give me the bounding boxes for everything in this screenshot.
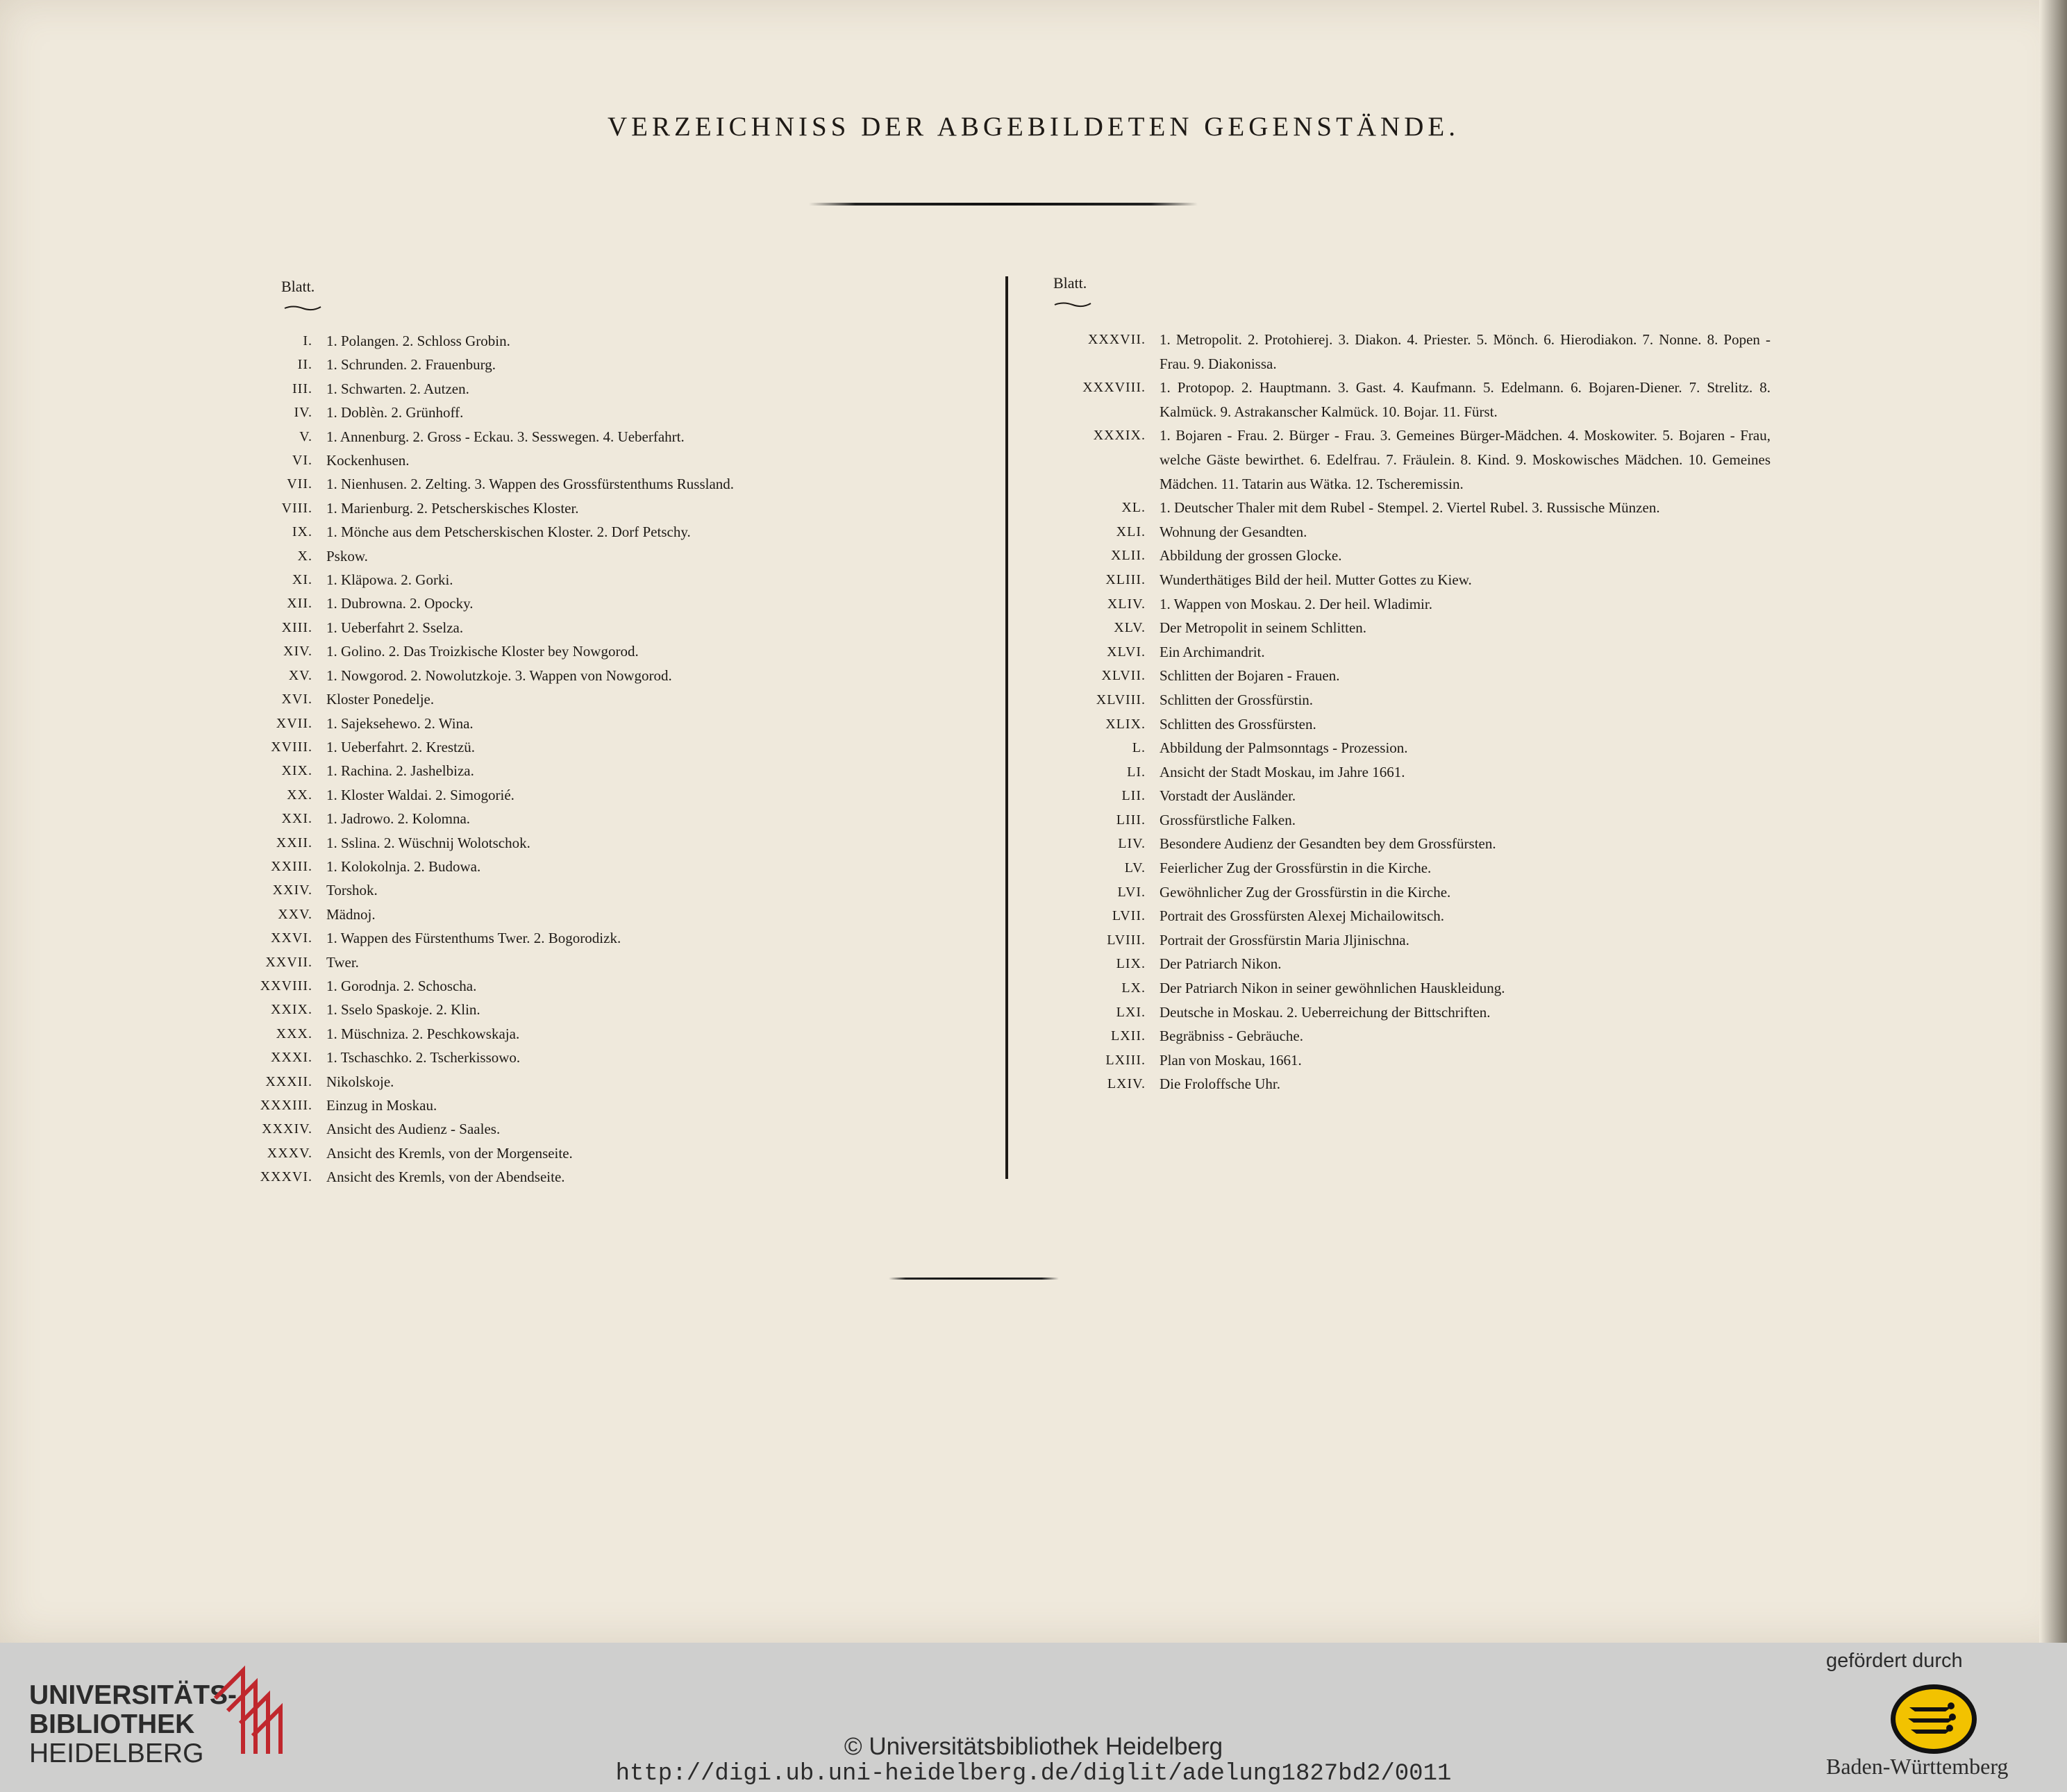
plate-description: 1. Mönche aus dem Petscherskischen Kloster. 2. Dorf Petschy.	[326, 524, 691, 541]
plate-description: Ansicht des Audienz - Saales.	[326, 1121, 501, 1138]
plate-number: XXVII.	[265, 954, 312, 970]
right-column-list	[1035, 328, 1771, 1096]
list-item	[208, 472, 986, 496]
plate-number: XV.	[288, 667, 312, 683]
list-item	[208, 544, 986, 568]
plate-number: XXXIX.	[1093, 428, 1146, 444]
plate-description: 1. Doblèn. 2. Grünhoff.	[326, 404, 464, 421]
plate-number: LX.	[1121, 980, 1146, 996]
sponsor-name: Baden-Württemberg	[1826, 1754, 2009, 1779]
list-item	[208, 855, 986, 878]
plate-number: LIII.	[1116, 812, 1146, 828]
list-item	[1035, 976, 1771, 1000]
list-item	[208, 592, 986, 615]
list-item	[1035, 1072, 1771, 1096]
plate-number: XLVIII.	[1096, 692, 1146, 707]
plate-description: Begräbniss - Gebräuche.	[1160, 1028, 1304, 1045]
plate-description: Schlitten der Bojaren - Frauen.	[1160, 667, 1340, 685]
plate-number: LVIII.	[1107, 932, 1146, 948]
plate-description: 1. Ueberfahrt 2. Sselza.	[326, 619, 464, 636]
plate-description: Schlitten der Grossfürstin.	[1160, 691, 1314, 708]
list-item	[208, 735, 986, 759]
plate-description: Einzug in Moskau.	[326, 1097, 437, 1114]
plate-description: Plan von Moskau, 1661.	[1160, 1051, 1302, 1069]
list-item	[208, 329, 986, 353]
sponsor-label: gefördert durch	[1826, 1650, 1963, 1672]
plate-number: XIII.	[281, 619, 312, 635]
plate-number: L.	[1132, 740, 1146, 756]
plate-description: Wunderthätiges Bild der heil. Mutter Gottes zu Kiew.	[1160, 571, 1472, 588]
plate-description: 1. Metropolit. 2. Protohierej. 3. Diakon. 4. Priester. 5. Mönch. 6. Hierodiakon. 7. Nonne. 8. Popen - Frau. 9. Diakonissa.	[1160, 331, 1771, 372]
plate-number: LXIV.	[1107, 1076, 1146, 1092]
plate-description: Ansicht des Kremls, von der Abendseite.	[326, 1169, 565, 1186]
left-header-swash-icon	[283, 304, 322, 311]
right-column-header: Blatt.	[1053, 274, 1087, 292]
plate-description: Vorstadt der Ausländer.	[1160, 787, 1296, 805]
page-edge-shadow	[2039, 0, 2067, 1643]
plate-number: III.	[292, 380, 312, 396]
list-item	[208, 1046, 986, 1069]
plate-number: XXXVIII.	[1082, 380, 1146, 396]
plate-number: LVII.	[1112, 908, 1146, 924]
list-item	[1035, 952, 1771, 976]
list-item	[208, 353, 986, 376]
right-header-swash-icon	[1053, 301, 1092, 308]
list-item	[1035, 1024, 1771, 1048]
list-item	[208, 831, 986, 855]
list-item	[208, 687, 986, 711]
plate-number: XX.	[287, 787, 312, 803]
list-item	[1035, 544, 1771, 568]
list-item	[208, 1022, 986, 1046]
copyright-text: © Universitätsbibliothek Heidelberg	[844, 1733, 1223, 1760]
list-item	[208, 1141, 986, 1165]
plate-description: 1. Dubrowna. 2. Opocky.	[326, 595, 474, 612]
plate-number: LXIII.	[1105, 1052, 1146, 1068]
plate-description: Feierlicher Zug der Grossfürstin in die Kirche.	[1160, 860, 1432, 877]
plate-number: XLIX.	[1105, 716, 1146, 732]
plate-description: 1. Schrunden. 2. Frauenburg.	[326, 356, 496, 374]
bottom-rule	[889, 1278, 1059, 1280]
plate-number: XII.	[287, 596, 312, 612]
plate-description: Twer.	[326, 953, 359, 971]
plate-description: 1. Jadrowo. 2. Kolomna.	[326, 810, 471, 828]
plate-description: Wohnung der Gesandten.	[1160, 523, 1307, 540]
plate-description: 1. Müschniza. 2. Peschkowskaja.	[326, 1025, 520, 1042]
list-item	[1035, 688, 1771, 712]
list-item	[1035, 904, 1771, 928]
list-item	[1035, 760, 1771, 785]
plate-number: XL.	[1121, 500, 1146, 516]
plate-number: XLIV.	[1107, 596, 1146, 612]
list-item	[1035, 640, 1771, 664]
list-item	[208, 520, 986, 544]
baden-wuerttemberg-lions-icon[interactable]	[1889, 1681, 1979, 1757]
list-item	[208, 401, 986, 424]
library-name-line1: UNIVERSITÄTS-	[29, 1680, 237, 1710]
plate-number: XIV.	[283, 644, 312, 660]
plate-number: XXXVII.	[1087, 332, 1146, 347]
plate-description: Der Patriarch Nikon.	[1160, 955, 1282, 973]
library-name-line3: HEIDELBERG	[29, 1739, 204, 1768]
plate-description: Abbildung der Palmsonntags - Prozession.	[1160, 739, 1408, 757]
list-item	[208, 712, 986, 735]
list-item	[208, 1070, 986, 1094]
plate-number: XLI.	[1116, 524, 1146, 539]
plate-description: 1. Kläpowa. 2. Gorki.	[326, 571, 453, 589]
plate-description: 1. Sajeksehewo. 2. Wina.	[326, 714, 474, 732]
permalink-url[interactable]: http://digi.ub.uni-heidelberg.de/diglit/adelung1827bd2/0011	[615, 1761, 1452, 1787]
list-item	[208, 951, 986, 974]
plate-description: Ein Archimandrit.	[1160, 643, 1265, 660]
plate-description: Der Metropolit in seinem Schlitten.	[1160, 619, 1367, 637]
plate-description: Pskow.	[326, 547, 368, 564]
list-item	[208, 974, 986, 998]
list-item	[208, 926, 986, 950]
plate-number: XXIX.	[271, 1002, 312, 1018]
plate-number: LXI.	[1116, 1004, 1146, 1020]
plate-description: Nikolskoje.	[326, 1073, 394, 1090]
plate-number: V.	[299, 428, 312, 444]
plate-description: 1. Protopop. 2. Hauptmann. 3. Gast. 4. Kaufmann. 5. Edelmann. 6. Bojaren-Diener. 7. Strelitz. 8. Kalmück. 9. Astrakanscher Kalmück. 10. Bojar. 11. Fürst.	[1160, 379, 1771, 420]
plate-description: Ansicht des Kremls, von der Morgenseite.	[326, 1144, 573, 1162]
plate-number: I.	[303, 333, 312, 349]
plate-number: VII.	[287, 476, 312, 492]
plate-description: 1. Marienburg. 2. Petscherskisches Kloster.	[326, 499, 579, 517]
list-item	[208, 759, 986, 782]
list-item	[208, 878, 986, 902]
plate-number: LV.	[1124, 860, 1146, 876]
plate-description: 1. Nowgorod. 2. Nowolutzkoje. 3. Wappen von Nowgorod.	[326, 667, 672, 684]
plate-description: Deutsche in Moskau. 2. Ueberreichung der Bittschriften.	[1160, 1003, 1491, 1021]
plate-number: LIV.	[1118, 836, 1146, 852]
plate-description: 1. Kolokolnja. 2. Budowa.	[326, 857, 481, 875]
list-item	[1035, 568, 1771, 592]
plate-description: Torshok.	[326, 882, 378, 899]
plate-number: IV.	[294, 405, 312, 421]
plate-number: XXX.	[276, 1025, 312, 1041]
plate-number: LXII.	[1111, 1028, 1146, 1044]
plate-number: X.	[297, 548, 312, 564]
plate-description: 1. Golino. 2. Das Troizkische Kloster bey Nowgorod.	[326, 643, 639, 660]
plate-description: 1. Wappen des Fürstenthums Twer. 2. Bogorodizk.	[326, 930, 621, 947]
plate-number: VI.	[292, 453, 312, 469]
plate-number: XXXVI.	[260, 1169, 312, 1185]
plate-description: Kockenhusen.	[326, 452, 410, 469]
plate-number: LII.	[1121, 788, 1146, 804]
plate-number: XIX.	[281, 763, 312, 779]
plate-number: XXI.	[281, 811, 312, 827]
list-item	[1035, 1048, 1771, 1073]
plate-number: XLVII.	[1101, 668, 1146, 684]
plate-description: Die Froloffsche Uhr.	[1160, 1075, 1280, 1093]
list-item	[208, 425, 986, 449]
list-item	[1035, 712, 1771, 737]
list-item	[1035, 376, 1771, 424]
plate-number: XVI.	[281, 692, 312, 707]
plate-number: XXV.	[278, 906, 312, 922]
plate-number: XI.	[292, 572, 312, 588]
plate-number: XXIV.	[272, 882, 312, 898]
plate-number: XXXIV.	[262, 1121, 312, 1137]
plate-number: XLV.	[1114, 620, 1146, 636]
list-item	[208, 998, 986, 1021]
plate-number: XLIII.	[1105, 571, 1146, 587]
plate-description: Portrait der Grossfürstin Maria Jljinischna.	[1160, 931, 1409, 948]
plate-number: XXVI.	[271, 930, 312, 946]
list-item	[208, 1094, 986, 1117]
plate-number: XXXV.	[267, 1145, 312, 1161]
plate-description: 1. Polangen. 2. Schloss Grobin.	[326, 333, 510, 349]
list-item	[1035, 424, 1771, 496]
list-item	[1035, 928, 1771, 953]
list-item	[1035, 328, 1771, 376]
plate-number: XXXI.	[271, 1050, 312, 1066]
list-item	[1035, 784, 1771, 808]
plate-description: 1. Wappen von Moskau. 2. Der heil. Wladimir.	[1160, 595, 1432, 612]
plate-number: XVIII.	[271, 739, 312, 755]
plate-description: 1. Rachina. 2. Jashelbiza.	[326, 762, 474, 780]
list-item	[208, 783, 986, 807]
list-item	[1035, 664, 1771, 688]
plate-number: XLII.	[1111, 548, 1146, 564]
list-item	[208, 1165, 986, 1189]
plate-description: 1. Sselo Spaskoje. 2. Klin.	[326, 1001, 480, 1019]
list-item	[208, 639, 986, 663]
column-divider	[1005, 276, 1008, 1179]
plate-description: 1. Deutscher Thaler mit dem Rubel - Stempel. 2. Viertel Rubel. 3. Russische Münzen.	[1160, 499, 1660, 517]
left-column-header: Blatt.	[281, 278, 315, 295]
plate-number: XXXIII.	[260, 1098, 312, 1113]
plate-number: IX.	[292, 524, 312, 540]
list-item	[1035, 808, 1771, 832]
list-item	[208, 449, 986, 472]
footer	[0, 1643, 2067, 1792]
list-item	[1035, 880, 1771, 905]
plate-description: 1. Annenburg. 2. Gross - Eckau. 3. Sesswegen. 4. Ueberfahrt.	[326, 428, 685, 445]
list-item	[208, 568, 986, 592]
plate-description: Der Patriarch Nikon in seiner gewöhnlichen Hauskleidung.	[1160, 980, 1505, 997]
plate-description: Mädnoj.	[326, 905, 376, 923]
list-item	[1035, 1000, 1771, 1025]
plate-number: XXII.	[276, 835, 312, 851]
plate-number: LVI.	[1117, 884, 1146, 900]
library-name-line2: BIBLIOTHEK	[29, 1709, 195, 1739]
list-item	[208, 1117, 986, 1141]
list-item	[208, 807, 986, 830]
plate-description: Grossfürstliche Falken.	[1160, 811, 1296, 828]
list-item	[1035, 736, 1771, 760]
plate-description: Besondere Audienz der Gesandten bey dem Grossfürsten.	[1160, 835, 1496, 853]
left-column-list	[208, 329, 986, 1189]
plate-number: XXIII.	[271, 858, 312, 874]
plate-number: LI.	[1127, 764, 1146, 780]
list-item	[1035, 592, 1771, 617]
list-item	[208, 496, 986, 520]
list-item	[208, 377, 986, 401]
plate-description: 1. Gorodnja. 2. Schoscha.	[326, 977, 477, 994]
list-item	[1035, 496, 1771, 520]
list-item	[1035, 520, 1771, 544]
plate-number: II.	[297, 357, 312, 373]
plate-number: XLVI.	[1107, 644, 1146, 660]
plate-description: Kloster Ponedelje.	[326, 691, 435, 708]
plate-description: 1. Sslina. 2. Wüschnij Wolotschok.	[326, 834, 530, 851]
plate-description: 1. Ueberfahrt. 2. Krestzü.	[326, 738, 475, 755]
plate-description: Gewöhnlicher Zug der Grossfürstin in die Kirche.	[1160, 883, 1451, 901]
plate-number: LIX.	[1116, 956, 1146, 972]
plate-number: XXVIII.	[260, 978, 312, 994]
plate-description: Abbildung der grossen Glocke.	[1160, 547, 1342, 564]
plate-description: 1. Tschaschko. 2. Tscherkissowo.	[326, 1049, 521, 1066]
list-item	[1035, 832, 1771, 856]
plate-number: XVII.	[276, 715, 312, 731]
plate-number: XXXII.	[265, 1073, 312, 1089]
plate-description: 1. Nienhusen. 2. Zelting. 3. Wappen des Grossfürstenthums Russland.	[326, 476, 735, 493]
list-item	[208, 616, 986, 639]
plate-description: Ansicht der Stadt Moskau, im Jahre 1661.	[1160, 763, 1405, 780]
page-title: VERZEICHNISS DER ABGEBILDETEN GEGENSTÄNDE.	[608, 112, 1459, 142]
list-item	[1035, 616, 1771, 640]
plate-description: Schlitten des Grossfürsten.	[1160, 715, 1316, 732]
plate-description: 1. Bojaren - Frau. 2. Bürger - Frau. 3. Gemeines Bürger-Mädchen. 4. Moskowiter. 5. Bojaren - Frau, welche Gäste bewirthet. 6. Edelfrau. 7. Fräulein. 8. Kind. 9. Moskowisches Mädchen. 10. Gemeines Mädchen. 11. Tatarin aus Wätka. 12. Tscheremissin.	[1160, 427, 1771, 492]
list-item	[208, 903, 986, 926]
list-item	[208, 664, 986, 687]
list-item	[1035, 856, 1771, 880]
plate-number: VIII.	[281, 500, 312, 516]
title-rule	[809, 203, 1198, 206]
plate-description: 1. Kloster Waldai. 2. Simogorié.	[326, 786, 514, 803]
plate-description: 1. Schwarten. 2. Autzen.	[326, 380, 469, 397]
plate-description: Portrait des Grossfürsten Alexej Michailowitsch.	[1160, 907, 1445, 925]
